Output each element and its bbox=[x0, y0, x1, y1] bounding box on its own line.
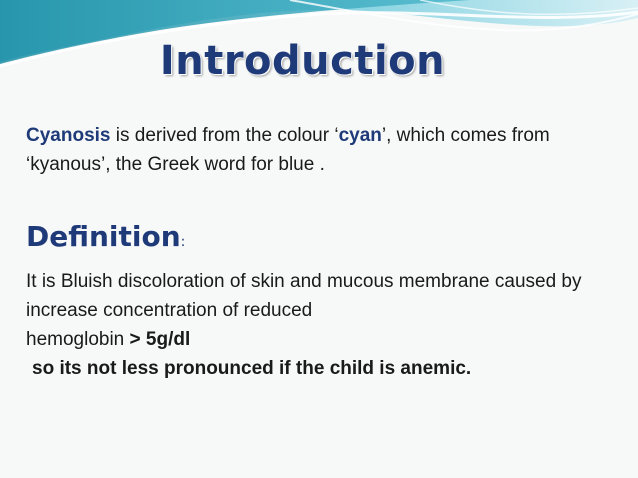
definition-line-2 bbox=[26, 325, 616, 354]
intro-text-2: ’, which comes from ‘kyanous’, the Greek word for blue . bbox=[26, 125, 550, 175]
definition-heading bbox=[26, 220, 185, 253]
slide-title: Introduction bbox=[159, 38, 446, 84]
definition-line-2-prefix: hemoglobin bbox=[26, 329, 130, 350]
hemoglobin-threshold: > 5g/dl bbox=[129, 329, 191, 350]
intro-text-1: is derived from the colour ‘ bbox=[110, 125, 339, 146]
definition-line-1: It is Bluish discoloration of skin and mucous membrane caused by increase concentration of reduced bbox=[26, 271, 582, 321]
intro-paragraph bbox=[26, 121, 616, 179]
term-cyanosis: Cyanosis bbox=[26, 125, 111, 146]
definition-paragraph bbox=[26, 267, 616, 383]
color-word-cyan: cyan bbox=[338, 125, 382, 146]
definition-line-3: so its not less pronounced if the child is anemic. bbox=[32, 358, 472, 379]
definition-colon: : bbox=[180, 234, 186, 250]
definition-heading-text: Definition bbox=[26, 220, 181, 253]
